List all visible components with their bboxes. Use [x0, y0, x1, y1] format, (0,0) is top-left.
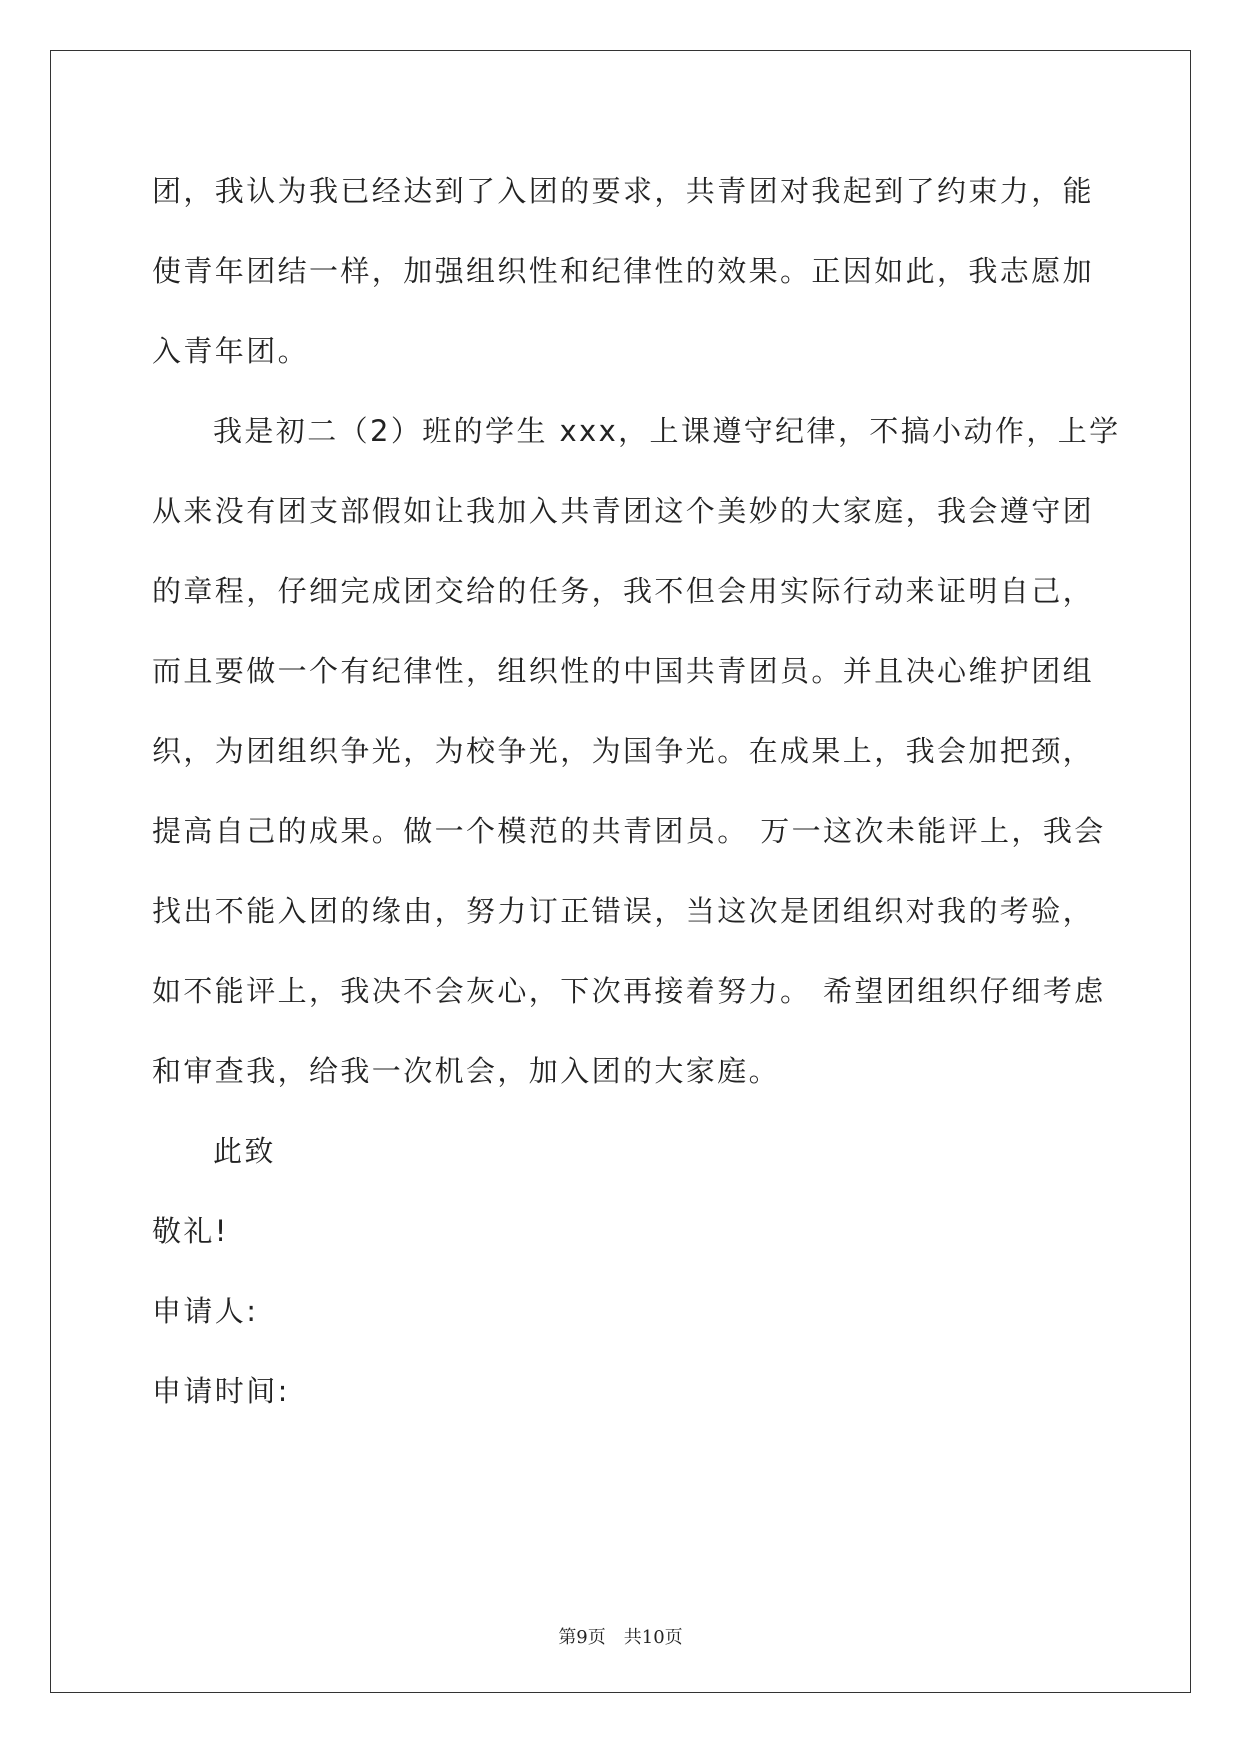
body-line: 和审查我，给我一次机会，加入团的大家庭。: [152, 1054, 781, 1088]
body-line: 团，我认为我已经达到了入团的要求，共青团对我起到了约束力，能: [152, 174, 1095, 208]
applicant-label: 申请人:: [152, 1294, 259, 1328]
respect-line: 敬礼!: [152, 1214, 229, 1248]
body-line: 织，为团组织争光，为校争光，为国争光。在成果上，我会加把颈，: [152, 734, 1095, 768]
body-line: 提高自己的成果。做一个模范的共青团员。 万一这次未能评上，我会: [152, 814, 1106, 848]
body-line: 找出不能入团的缘由，努力订正错误，当这次是团组织对我的考验，: [152, 894, 1095, 928]
body-line: 我是初二（2）班的学生 xxx，上课遵守纪律，不搞小动作，上学: [213, 414, 1121, 448]
page-current: 第9页: [558, 1627, 606, 1648]
body-line: 从来没有团支部假如让我加入共青团这个美妙的大家庭，我会遵守团: [152, 494, 1095, 528]
body-line: 如不能评上，我决不会灰心，下次再接着努力。 希望团组织仔细考虑: [152, 974, 1106, 1008]
page-total: 共10页: [623, 1627, 683, 1648]
page-border: [50, 50, 1191, 1693]
date-label: 申请时间:: [152, 1374, 290, 1408]
salutation: 此致: [213, 1134, 276, 1168]
body-line: 使青年团结一样，加强组织性和纪律性的效果。正因如此，我志愿加: [152, 254, 1095, 288]
body-line: 入青年团。: [152, 334, 310, 368]
body-line: 而且要做一个有纪律性，组织性的中国共青团员。并且决心维护团组: [152, 654, 1095, 688]
page-footer: [0, 1623, 1241, 1649]
body-line: 的章程，仔细完成团交给的任务，我不但会用实际行动来证明自己，: [152, 574, 1095, 608]
